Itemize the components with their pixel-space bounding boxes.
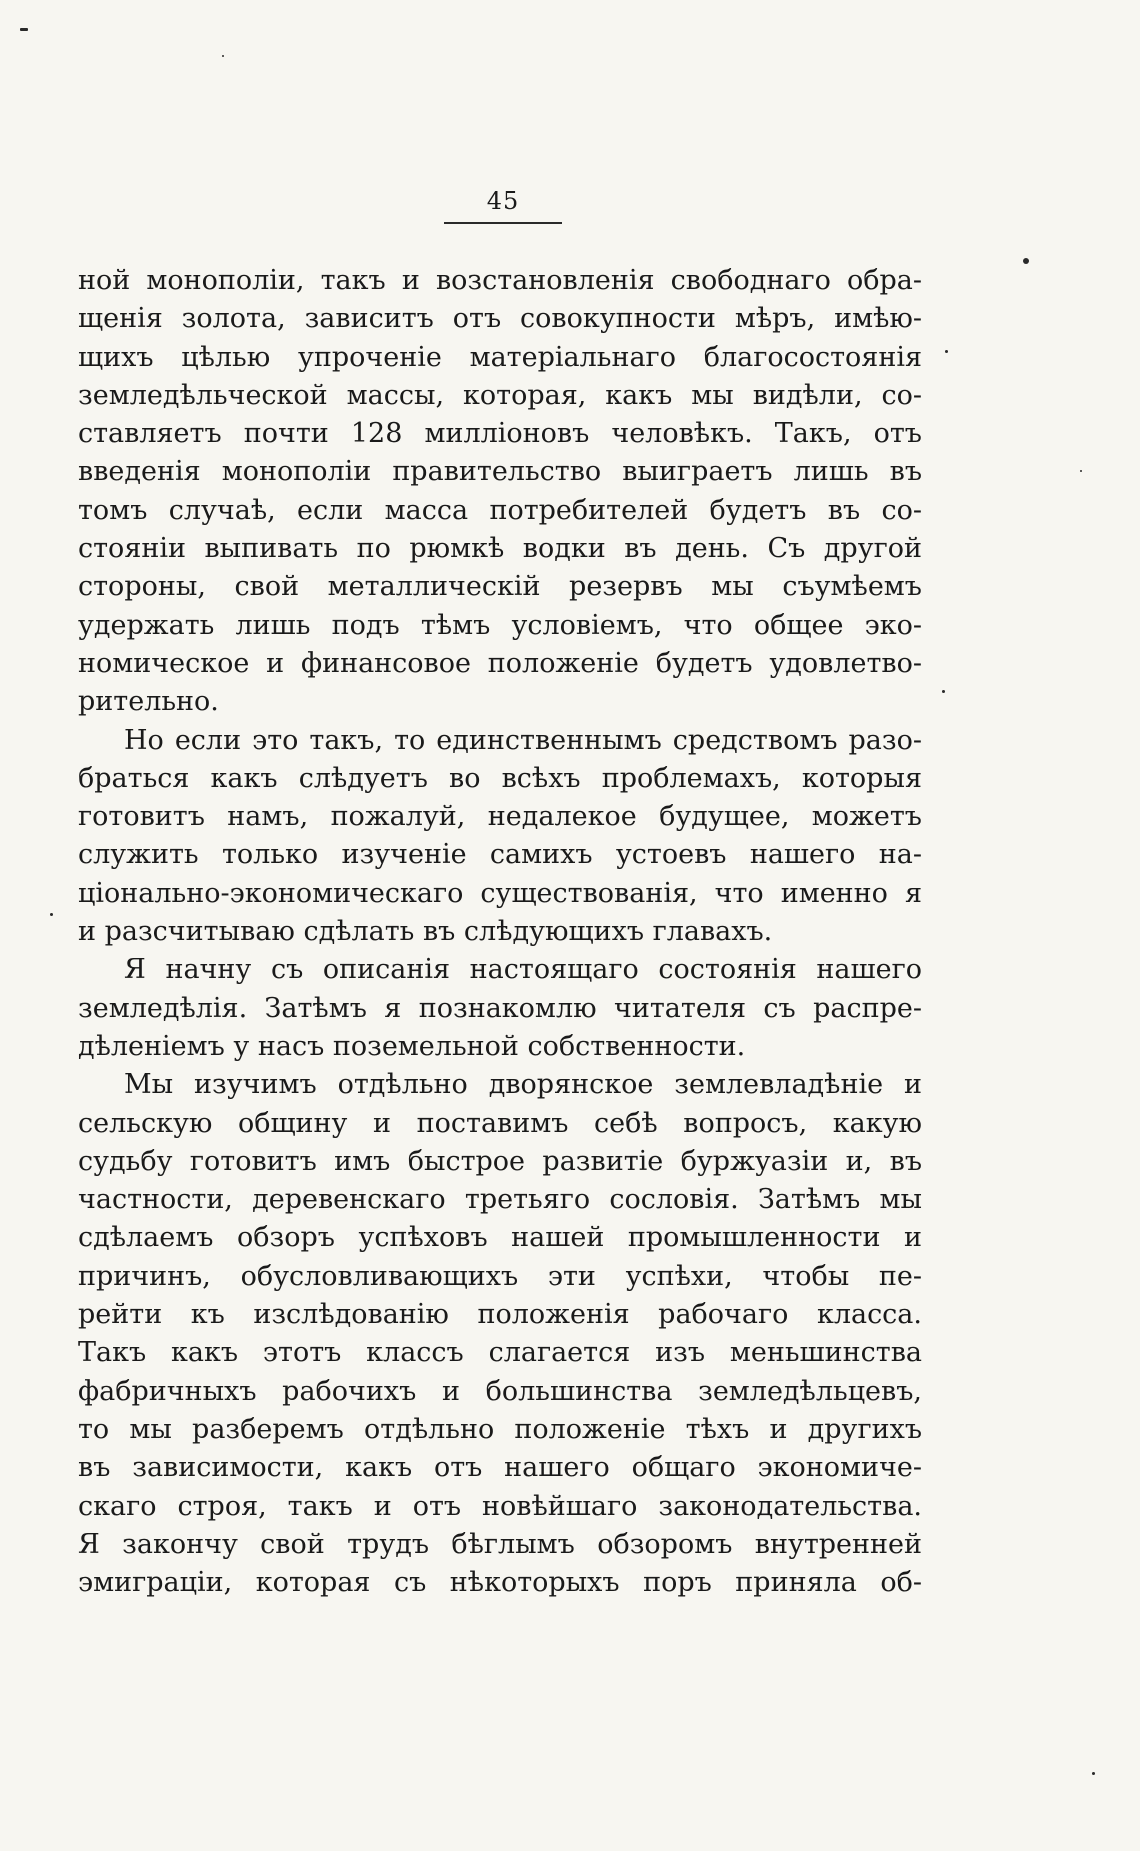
scan-speck bbox=[942, 690, 945, 693]
text-line: земледѣлія. Затѣмъ я познакомлю читателя съ распре- bbox=[78, 992, 922, 1024]
text-line: сдѣлаемъ обзоръ успѣховъ нашей промышленности и bbox=[78, 1222, 922, 1254]
text-line: дѣленіемъ у насъ поземельной собственности. bbox=[78, 1030, 746, 1062]
text-line: частности, деревенскаго третьяго сословія. Затѣмъ мы bbox=[78, 1184, 922, 1216]
text-line: судьбу готовитъ имъ быстрое развитіе буржуазіи и, въ bbox=[78, 1145, 922, 1177]
text-line: стороны, свой металлическій резервъ мы съумѣемъ bbox=[78, 571, 922, 603]
text-line: готовитъ намъ, пожалуй, недалекое будущее, можетъ bbox=[78, 801, 922, 833]
text-line: Мы изучимъ отдѣльно дворянское землевладѣніе и bbox=[124, 1069, 922, 1101]
paragraph-2 bbox=[78, 722, 922, 952]
text-line: рейти къ изслѣдованію положенія рабочаго класса. bbox=[78, 1299, 922, 1331]
text-line: ціонально-экономическаго существованія, что именно я bbox=[78, 877, 922, 909]
text-line: Такъ какъ этотъ классъ слагается изъ меньшинства bbox=[78, 1337, 922, 1369]
text-line: Я закончу свой трудъ бѣглымъ обзоромъ внутренней bbox=[78, 1528, 922, 1560]
scan-speck bbox=[1023, 258, 1029, 264]
scan-speck bbox=[20, 28, 28, 31]
text-line: стояніи выпивать по рюмкѣ водки въ день. Съ другой bbox=[78, 533, 922, 565]
paragraph-1 bbox=[78, 262, 922, 722]
text-line: скаго строя, такъ и отъ новѣйшаго законодательства. bbox=[78, 1490, 922, 1522]
page-number: 45 bbox=[486, 187, 520, 215]
scan-speck bbox=[1080, 470, 1082, 472]
header-rule bbox=[444, 222, 562, 224]
text-line: то мы разберемъ отдѣльно положеніе тѣхъ и другихъ bbox=[78, 1413, 922, 1445]
text-line: номическое и финансовое положеніе будетъ удовлетво- bbox=[78, 647, 922, 679]
text-line: щихъ цѣлью упроченіе матеріальнаго благосостоянія bbox=[78, 341, 922, 373]
text-line: причинъ, обусловливающихъ эти успѣхи, чтобы пе- bbox=[78, 1260, 922, 1292]
text-line: въ зависимости, какъ отъ нашего общаго экономиче- bbox=[78, 1452, 922, 1484]
text-line: удержать лишь подъ тѣмъ условіемъ, что общее эко- bbox=[78, 609, 922, 641]
text-line: и разсчитываю сдѣлать въ слѣдующихъ главахъ. bbox=[78, 916, 773, 948]
scan-speck bbox=[50, 913, 53, 916]
paragraph-3 bbox=[78, 951, 922, 1066]
body-text bbox=[78, 262, 922, 1602]
text-line: щенія золота, зависитъ отъ совокупности мѣръ, имѣю- bbox=[78, 303, 922, 335]
scan-speck bbox=[222, 55, 224, 57]
text-line: ной монополіи, такъ и возстановленія свободнаго обра- bbox=[78, 265, 922, 296]
text-line: сельскую общину и поставимъ себѣ вопросъ, какую bbox=[78, 1107, 922, 1139]
text-line: рительно. bbox=[78, 686, 219, 718]
paragraph-4 bbox=[78, 1066, 922, 1602]
scan-speck bbox=[1092, 1772, 1095, 1775]
text-line: введенія монополіи правительство выиграетъ лишь въ bbox=[78, 456, 922, 488]
text-line: Я начну съ описанія настоящаго состоянія нашего bbox=[124, 954, 922, 986]
text-line: служить только изученіе самихъ устоевъ нашего на- bbox=[78, 839, 922, 871]
text-line: эмиграціи, которая съ нѣкоторыхъ поръ приняла об- bbox=[78, 1567, 922, 1599]
scan-speck bbox=[945, 350, 948, 353]
text-line: земледѣльческой массы, которая, какъ мы видѣли, со- bbox=[78, 379, 922, 411]
text-line: фабричныхъ рабочихъ и большинства земледѣльцевъ, bbox=[78, 1375, 922, 1407]
text-line: браться какъ слѣдуетъ во всѣхъ проблемахъ, которыя bbox=[78, 762, 922, 794]
text-line: Но если это такъ, то единственнымъ средствомъ разо- bbox=[124, 724, 922, 756]
text-line: томъ случаѣ, если масса потребителей будетъ въ со- bbox=[78, 494, 922, 526]
text-line: ставляетъ почти 128 милліоновъ человѣкъ. Такъ, отъ bbox=[78, 418, 922, 450]
